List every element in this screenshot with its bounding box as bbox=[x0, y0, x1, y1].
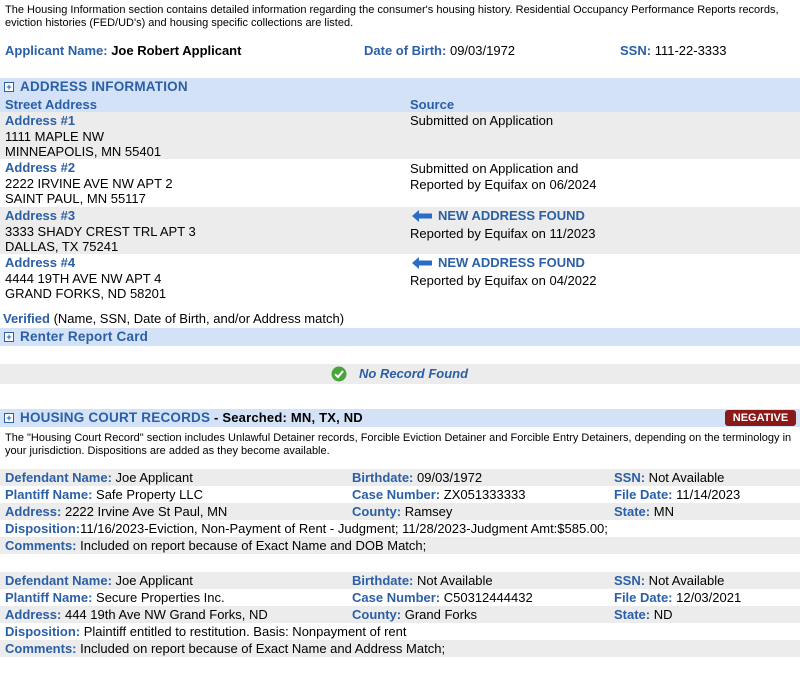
applicant-ssn bbox=[620, 43, 727, 58]
address-city: MINNEAPOLIS, MN 55401 bbox=[5, 144, 162, 159]
address-source-reported: Reported by Equifax on 06/2024 bbox=[410, 176, 597, 192]
plaintiff-label: Plantiff Name: bbox=[5, 487, 93, 502]
plaintiff-value: Secure Properties Inc. bbox=[92, 590, 225, 605]
plaintiff-label: Plantiff Name: bbox=[5, 590, 93, 605]
disposition-label: Disposition: bbox=[5, 624, 81, 639]
renter-section-title: Renter Report Card bbox=[20, 329, 149, 344]
no-record-row bbox=[0, 364, 800, 384]
state-label: State: bbox=[614, 504, 651, 519]
address-row bbox=[0, 207, 800, 254]
address-city: GRAND FORKS, ND 58201 bbox=[5, 286, 167, 301]
address-section-header[interactable] bbox=[0, 78, 800, 96]
address-city: DALLAS, TX 75241 bbox=[5, 239, 119, 254]
file-date-value: 12/03/2021 bbox=[672, 590, 742, 605]
birthdate-value: Not Available bbox=[413, 573, 493, 588]
ssn-label: SSN: bbox=[614, 573, 646, 588]
court-note: The "Housing Court Record" section includes Unlawful Detainer records, Forcible Eviction Detainer and Forcible Entry Detainers, depending on the terminology in your jurisdiction. Dispositions are added as they become available. bbox=[5, 432, 792, 457]
disposition-label: Disposition: bbox=[5, 521, 81, 536]
check-circle-icon bbox=[331, 366, 347, 382]
state-value: ND bbox=[650, 607, 673, 622]
address-label: Address #3 bbox=[5, 208, 76, 223]
county-label: County: bbox=[352, 504, 402, 519]
applicant-dob-label: Date of Birth: bbox=[364, 43, 447, 58]
disposition-value: Plaintiff entitled to restitution. Basis: Nonpayment of rent bbox=[80, 624, 407, 639]
new-address-label: NEW ADDRESS FOUND bbox=[438, 255, 585, 270]
address-label: Address #1 bbox=[5, 113, 76, 128]
source-header: Source bbox=[410, 97, 455, 112]
address-source: Submitted on Application bbox=[410, 113, 554, 128]
file-date-label: File Date: bbox=[614, 487, 673, 502]
address-line: 3333 SHADY CREST TRL APT 3 bbox=[5, 223, 196, 239]
court-record-row bbox=[0, 572, 800, 589]
address-row bbox=[0, 254, 800, 302]
court-record-row bbox=[0, 486, 800, 503]
birthdate-value: 09/03/1972 bbox=[413, 470, 483, 485]
applicant-ssn-value: 111-22-3333 bbox=[654, 43, 727, 58]
comments-value: Included on report because of Exact Name and Address Match; bbox=[76, 641, 446, 656]
address-label: Address: bbox=[5, 607, 62, 622]
ssn-value: Not Available bbox=[645, 573, 725, 588]
case-number-label: Case Number: bbox=[352, 590, 441, 605]
left-arrow-icon bbox=[412, 257, 432, 269]
county-value: Ramsey bbox=[401, 504, 453, 519]
case-number-value: ZX051333333 bbox=[440, 487, 526, 502]
file-date-value: 11/14/2023 bbox=[672, 487, 741, 502]
court-searched-states: - Searched: MN, TX, ND bbox=[210, 410, 363, 425]
address-section-title: ADDRESS INFORMATION bbox=[20, 79, 188, 94]
no-record-text: No Record Found bbox=[359, 366, 469, 381]
verified-note bbox=[3, 311, 344, 326]
case-number-label: Case Number: bbox=[352, 487, 441, 502]
verified-text: (Name, SSN, Date of Birth, and/or Address match) bbox=[49, 311, 345, 326]
address-city: SAINT PAUL, MN 55117 bbox=[5, 191, 146, 206]
new-address-flag bbox=[410, 208, 596, 224]
expand-icon[interactable]: + bbox=[4, 82, 14, 92]
address-source-reported: Reported by Equifax on 04/2022 bbox=[410, 272, 597, 288]
county-value: Grand Forks bbox=[401, 607, 477, 622]
address-label: Address #4 bbox=[5, 255, 76, 270]
address-value: 2222 Irvine Ave St Paul, MN bbox=[61, 504, 228, 519]
address-label: Address: bbox=[5, 504, 62, 519]
applicant-name-value: Joe Robert Applicant bbox=[111, 43, 242, 58]
court-record-row bbox=[0, 589, 800, 606]
disposition-value: 11/16/2023-Eviction, Non-Payment of Rent - Judgment; 11/28/2023-Judgment Amt:$585.00; bbox=[80, 521, 608, 536]
comments-label: Comments: bbox=[5, 641, 77, 656]
court-record-row bbox=[0, 606, 800, 623]
address-source-reported: Reported by Equifax on 11/2023 bbox=[410, 225, 596, 241]
comments-label: Comments: bbox=[5, 538, 77, 553]
court-record-row bbox=[0, 520, 800, 537]
expand-icon[interactable]: + bbox=[4, 332, 14, 342]
court-section-header[interactable] bbox=[0, 409, 800, 427]
address-row bbox=[0, 159, 800, 207]
renter-section-header[interactable] bbox=[0, 328, 800, 346]
plaintiff-value: Safe Property LLC bbox=[92, 487, 203, 502]
state-label: State: bbox=[614, 607, 651, 622]
expand-icon[interactable]: + bbox=[4, 413, 14, 423]
street-address-header: Street Address bbox=[5, 97, 97, 112]
applicant-dob bbox=[364, 43, 515, 58]
defendant-label: Defendant Name: bbox=[5, 470, 112, 485]
defendant-value: Joe Applicant bbox=[111, 470, 193, 485]
negative-badge: NEGATIVE bbox=[725, 410, 796, 426]
court-record-row bbox=[0, 537, 800, 554]
case-number-value: C50312444432 bbox=[440, 590, 533, 605]
address-source: Submitted on Application and bbox=[410, 161, 579, 176]
housing-intro: The Housing Information section contains detailed information regarding the consumer's housing history. Residential Occupancy Performance Reports records, eviction histories (FED/UD's) and housing specific collections are listed. bbox=[5, 4, 779, 29]
address-line: 1111 MAPLE NW bbox=[5, 128, 104, 144]
court-record-row bbox=[0, 503, 800, 520]
applicant-name-label: Applicant Name: bbox=[5, 43, 108, 58]
applicant-ssn-label: SSN: bbox=[620, 43, 652, 58]
court-title: HOUSING COURT RECORDS bbox=[20, 410, 211, 425]
address-value: 444 19th Ave NW Grand Forks, ND bbox=[61, 607, 268, 622]
left-arrow-icon bbox=[412, 210, 432, 222]
address-line: 2222 IRVINE AVE NW APT 2 bbox=[5, 175, 173, 191]
ssn-value: Not Available bbox=[645, 470, 725, 485]
applicant-dob-value: 09/03/1972 bbox=[449, 43, 516, 58]
address-label: Address #2 bbox=[5, 160, 76, 175]
verified-label: Verified bbox=[3, 311, 50, 326]
ssn-label: SSN: bbox=[614, 470, 646, 485]
court-record-row bbox=[0, 623, 800, 640]
address-column-headers bbox=[0, 96, 800, 112]
court-record-row bbox=[0, 640, 800, 657]
file-date-label: File Date: bbox=[614, 590, 673, 605]
birthdate-label: Birthdate: bbox=[352, 573, 414, 588]
court-section-title bbox=[20, 410, 363, 425]
defendant-label: Defendant Name: bbox=[5, 573, 112, 588]
state-value: MN bbox=[650, 504, 674, 519]
comments-value: Included on report because of Exact Name and DOB Match; bbox=[76, 538, 427, 553]
new-address-label: NEW ADDRESS FOUND bbox=[438, 208, 585, 223]
defendant-value: Joe Applicant bbox=[111, 573, 193, 588]
county-label: County: bbox=[352, 607, 402, 622]
court-record-row bbox=[0, 469, 800, 486]
address-row bbox=[0, 112, 800, 159]
applicant-name bbox=[5, 43, 241, 58]
new-address-flag bbox=[410, 255, 596, 271]
birthdate-label: Birthdate: bbox=[352, 470, 414, 485]
address-line: 4444 19TH AVE NW APT 4 bbox=[5, 270, 162, 286]
